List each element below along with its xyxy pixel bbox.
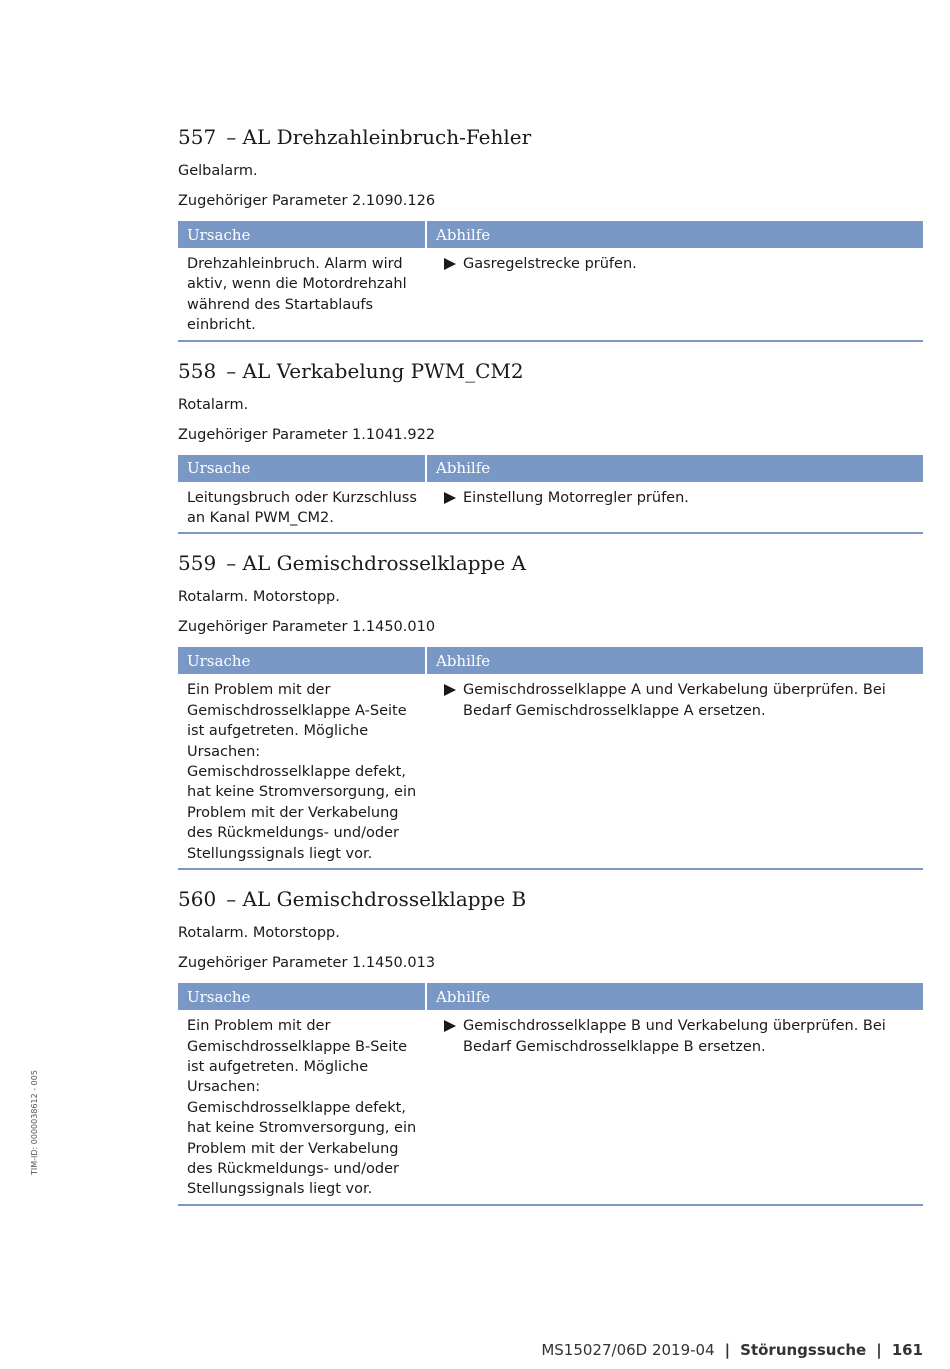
triangle-bullet-icon: [444, 1020, 456, 1032]
remedy-cell: [426, 482, 923, 534]
remedy-item: [444, 1016, 914, 1057]
parameter-line: Zugehöriger Parameter 1.1450.013: [178, 955, 436, 972]
footer-separator: |: [724, 1341, 731, 1359]
header-remedy: Abhilfe: [426, 647, 923, 674]
header-remedy: Abhilfe: [426, 455, 923, 482]
cause-cell: Ein Problem mit der Gemischdrosselklappe A-Seite ist aufgetreten. Mögliche Ursachen: Gemischdrosselklappe defekt, hat keine Stromversorgung, ein Problem mit der Verkabelung des Rückmeldungs- und/oder Stellungssignals liegt vor.: [187, 682, 417, 862]
alarm-level: Rotalarm.: [178, 396, 249, 413]
remedy-text: Gemischdrosselklappe A und Verkabelung überprüfen. Bei Bedarf Gemischdrosselklappe A ersetzen.: [463, 682, 886, 719]
fault-section-560: [178, 884, 923, 1206]
cause-cell: Drehzahleinbruch. Alarm wird aktiv, wenn die Motordrehzahl während des Startablaufs einbricht.: [187, 256, 407, 334]
triangle-bullet-icon: [444, 258, 456, 270]
parameter-line: Zugehöriger Parameter 2.1090.126: [178, 193, 436, 209]
remedy-text: Gemischdrosselklappe B und Verkabelung überprüfen. Bei Bedarf Gemischdrosselklappe B ersetzen.: [463, 1018, 886, 1055]
footer-separator: |: [876, 1341, 882, 1359]
fault-table: [178, 983, 923, 1206]
header-remedy: Abhilfe: [426, 221, 923, 248]
remedy-item: [444, 488, 914, 508]
triangle-bullet-icon: [444, 492, 456, 504]
remedy-text: Gasregelstrecke prüfen.: [463, 256, 637, 272]
fault-title: – AL Gemischdrosselklappe B: [226, 887, 527, 912]
footer-chapter: Störungssuche: [740, 1341, 867, 1359]
remedy-item: [444, 254, 914, 274]
fault-title: – AL Drehzahleinbruch-Fehler: [226, 125, 532, 149]
page-footer: [541, 1340, 923, 1360]
table-row: [178, 674, 923, 869]
fault-table: [178, 647, 923, 870]
section-heading: [178, 356, 923, 386]
cause-cell: Leitungsbruch oder Kurzschluss an Kanal PWM_CM2.: [187, 489, 417, 527]
table-header-row: [178, 983, 923, 1010]
remedy-item: [444, 680, 914, 721]
table-header-row: [178, 221, 923, 248]
table-header-row: [178, 647, 923, 674]
fault-number: 557: [178, 125, 217, 149]
header-cause: Ursache: [178, 983, 426, 1010]
fault-title: – AL Verkabelung PWM_CM2: [226, 358, 524, 383]
footer-doc-id: MS15027/06D 2019-04: [541, 1341, 715, 1359]
table-row: [178, 482, 923, 534]
fault-table: [178, 221, 923, 342]
fault-number: 560: [178, 887, 217, 912]
fault-number: 558: [178, 358, 217, 383]
document-content: [178, 122, 923, 1220]
triangle-bullet-icon: [444, 684, 456, 696]
fault-section-557: [178, 122, 923, 342]
fault-section-558: [178, 356, 923, 535]
fault-section-559: [178, 548, 923, 870]
section-heading: [178, 884, 923, 914]
remedy-text: Einstellung Motorregler prüfen.: [463, 489, 689, 506]
remedy-cell: [426, 248, 923, 341]
cause-cell: Ein Problem mit der Gemischdrosselklappe B-Seite ist aufgetreten. Mögliche Ursachen: Gemischdrosselklappe defekt, hat keine Stromversorgung, ein Problem mit der Verkabelung des Rückmeldungs- und/oder Stellungssignals liegt vor.: [187, 1018, 417, 1198]
document-id-margin: TIM-ID: 0000038612 - 005: [30, 1070, 39, 1175]
header-cause: Ursache: [178, 647, 426, 674]
table-row: [178, 248, 923, 341]
alarm-level: Gelbalarm.: [178, 163, 258, 179]
fault-title: – AL Gemischdrosselklappe A: [226, 551, 526, 576]
table-row: [178, 1010, 923, 1205]
remedy-cell: [426, 674, 923, 869]
page-number: 161: [891, 1341, 923, 1359]
parameter-line: Zugehöriger Parameter 1.1041.922: [178, 426, 436, 443]
remedy-cell: [426, 1010, 923, 1205]
parameter-line: Zugehöriger Parameter 1.1450.010: [178, 619, 436, 636]
alarm-level: Rotalarm. Motorstopp.: [178, 589, 340, 606]
table-header-row: [178, 455, 923, 482]
header-cause: Ursache: [178, 455, 426, 482]
header-remedy: Abhilfe: [426, 983, 923, 1010]
fault-table: [178, 455, 923, 535]
section-heading: [178, 548, 923, 578]
fault-number: 559: [178, 551, 217, 576]
header-cause: Ursache: [178, 221, 426, 248]
alarm-level: Rotalarm. Motorstopp.: [178, 925, 340, 942]
section-heading: [178, 122, 923, 152]
